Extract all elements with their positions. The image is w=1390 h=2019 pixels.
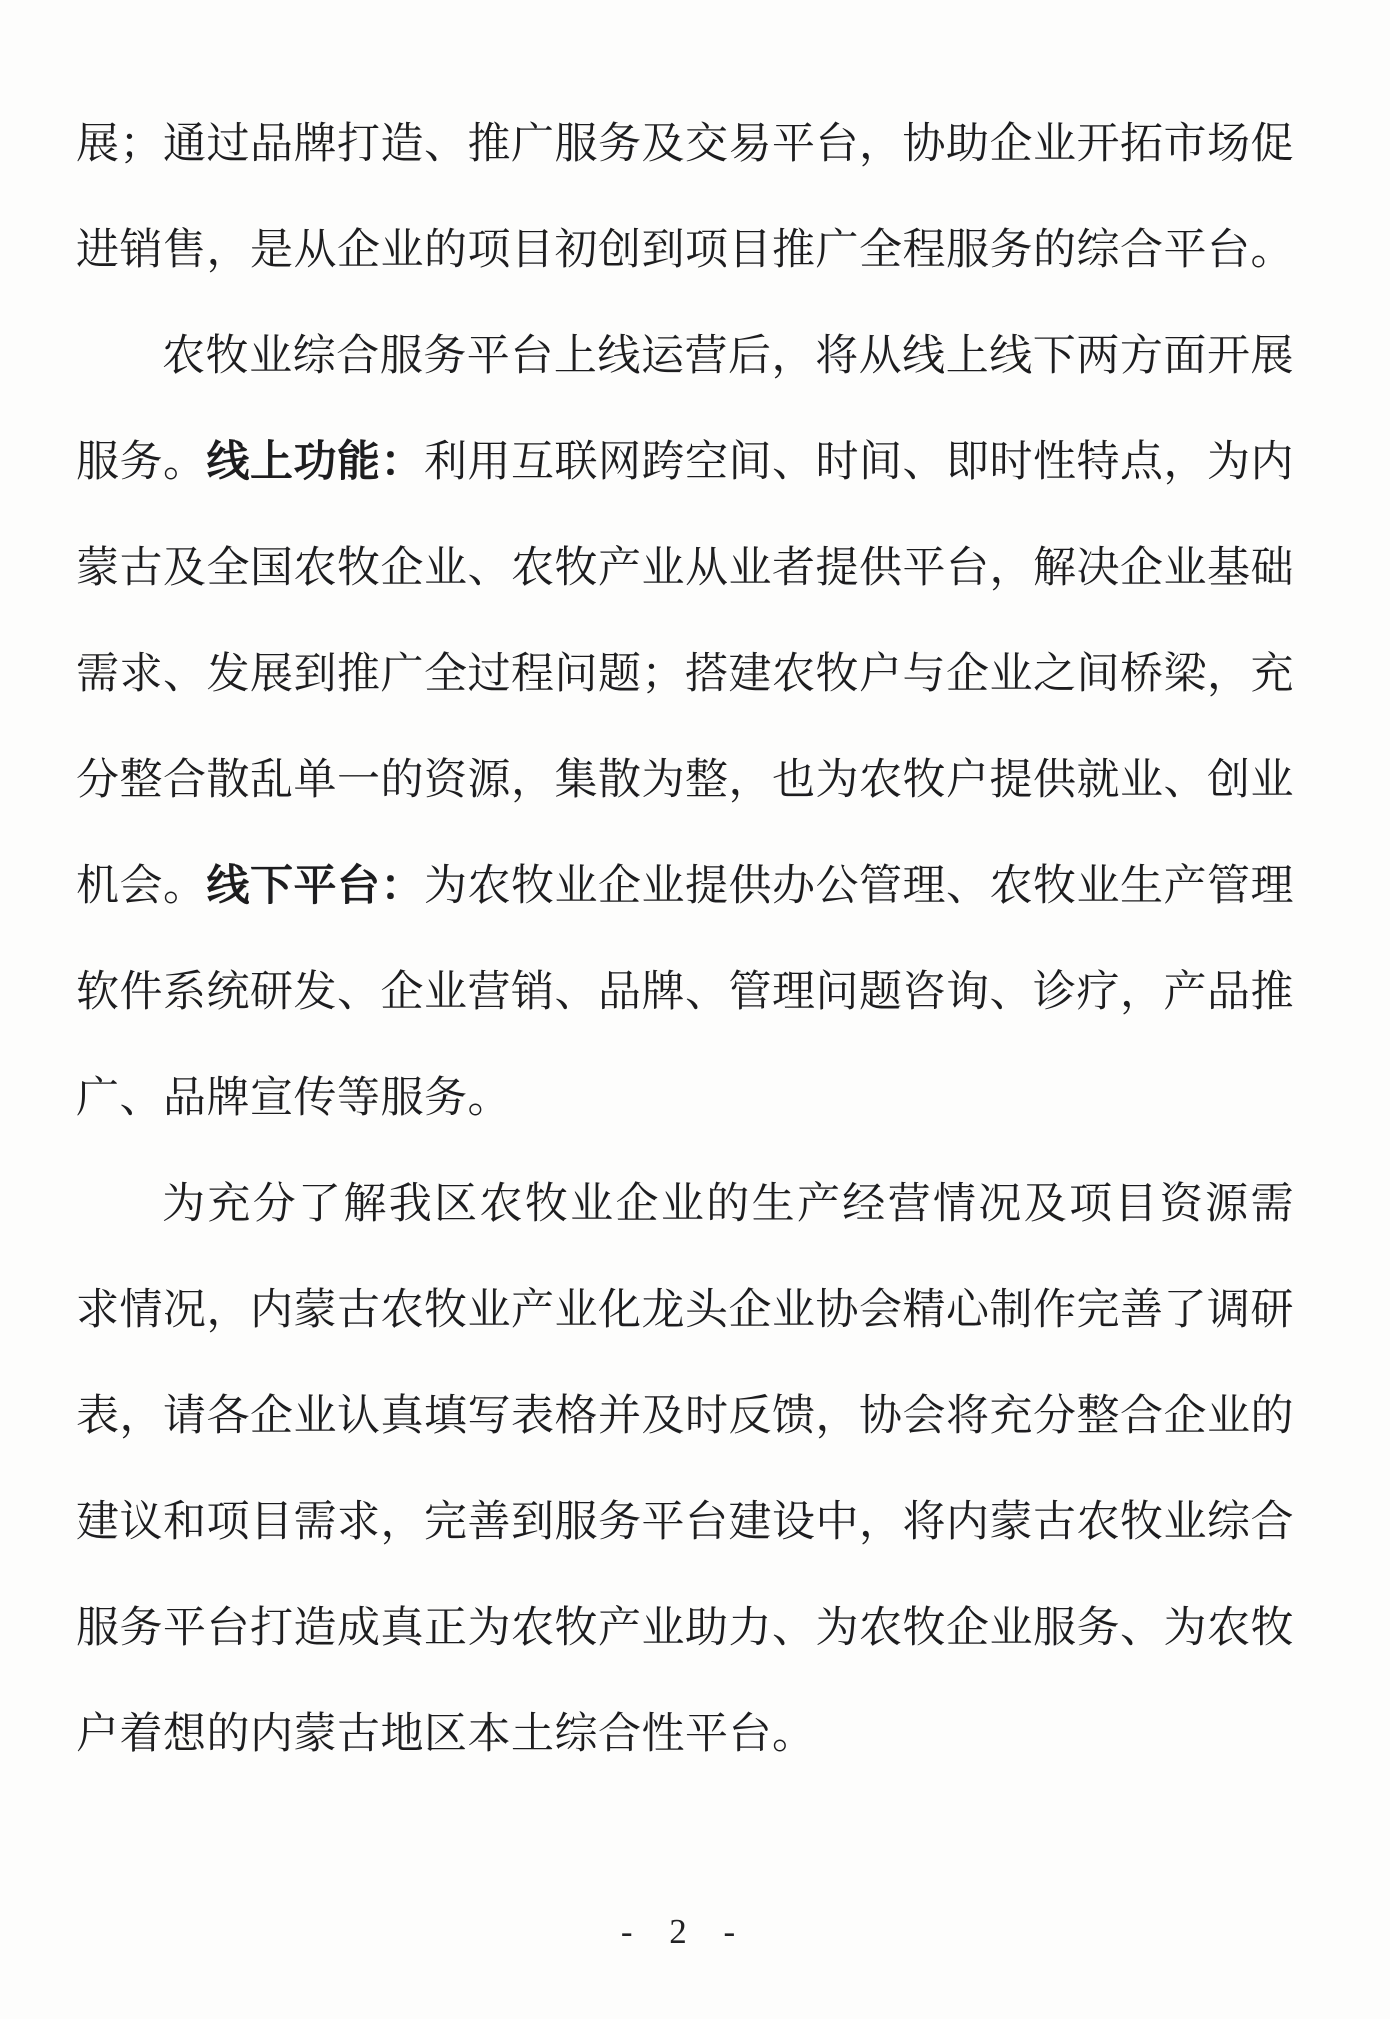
text-line xyxy=(76,1046,1294,1152)
text-line xyxy=(76,1364,1294,1470)
document-body xyxy=(76,92,1294,1788)
text-line xyxy=(76,1682,1294,1788)
text-run: 利用互联网跨空间、时间、即时性特点，为内 xyxy=(424,439,1294,486)
bold-heading: 线下平台： xyxy=(206,863,424,910)
text-line xyxy=(76,622,1294,728)
text-run: 软件系统研发、企业营销、品牌、管理问题咨询、诊疗，产品推 xyxy=(76,969,1294,1016)
page-number: - 2 - xyxy=(620,1912,750,1951)
text-line xyxy=(76,304,1294,410)
text-line xyxy=(76,410,1294,516)
text-line xyxy=(76,940,1294,1046)
text-line xyxy=(76,516,1294,622)
text-line xyxy=(76,198,1294,304)
text-run: 分整合散乱单一的资源，集散为整，也为农牧户提供就业、创业 xyxy=(76,757,1294,804)
text-run: 为充分了解我区农牧业企业的生产经营情况及项目资源需 xyxy=(162,1181,1294,1228)
text-line xyxy=(76,1576,1294,1682)
text-run: 服务。 xyxy=(76,439,207,486)
text-run: 建议和项目需求，完善到服务平台建设中，将内蒙古农牧业综合 xyxy=(76,1499,1294,1546)
text-run: 进销售，是从企业的项目初创到项目推广全程服务的综合平台。 xyxy=(76,227,1294,274)
text-line xyxy=(76,1470,1294,1576)
text-run: 展；通过品牌打造、推广服务及交易平台，协助企业开拓市场促 xyxy=(76,121,1294,168)
text-line xyxy=(76,728,1294,834)
text-line xyxy=(76,92,1294,198)
text-run: 服务平台打造成真正为农牧产业助力、为农牧企业服务、为农牧 xyxy=(76,1605,1294,1652)
text-line xyxy=(76,1258,1294,1364)
text-run: 蒙古及全国农牧企业、农牧产业从业者提供平台，解决企业基础 xyxy=(76,545,1294,592)
text-run: 求情况，内蒙古农牧业产业化龙头企业协会精心制作完善了调研 xyxy=(76,1287,1294,1334)
text-run: 表，请各企业认真填写表格并及时反馈，协会将充分整合企业的 xyxy=(76,1393,1294,1440)
text-line xyxy=(76,834,1294,940)
text-run: 农牧业综合服务平台上线运营后，将从线上线下两方面开展 xyxy=(162,333,1294,380)
text-run: 需求、发展到推广全过程问题；搭建农牧户与企业之间桥梁，充 xyxy=(76,651,1294,698)
text-line xyxy=(76,1152,1294,1258)
page-footer xyxy=(76,1912,1294,1952)
text-run: 广、品牌宣传等服务。 xyxy=(76,1075,511,1122)
text-run: 为农牧业企业提供办公管理、农牧业生产管理 xyxy=(424,863,1294,910)
text-run: 户着想的内蒙古地区本土综合性平台。 xyxy=(76,1711,816,1758)
text-run: 机会。 xyxy=(76,863,207,910)
bold-heading: 线上功能： xyxy=(206,439,424,486)
